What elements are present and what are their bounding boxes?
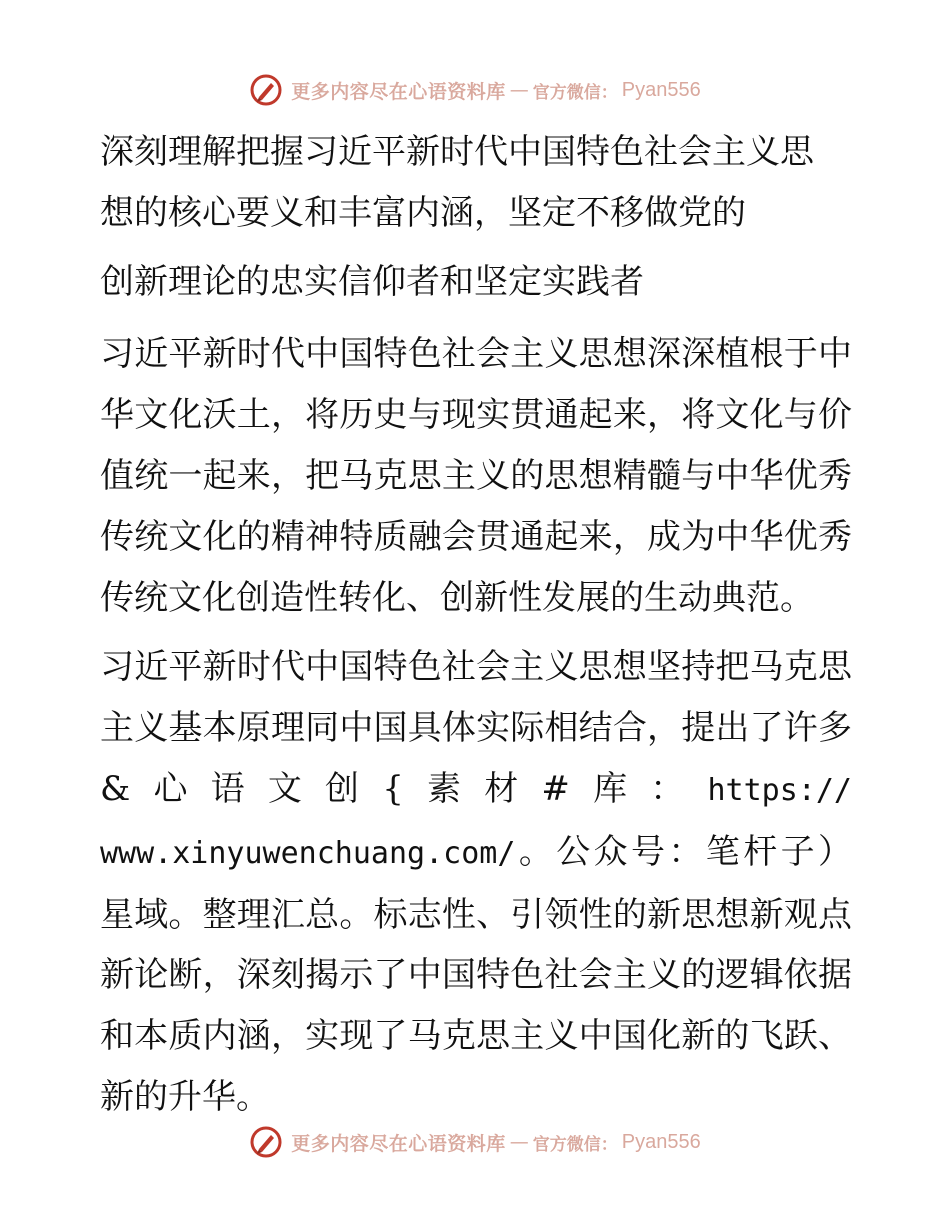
paragraph-2-text-a: 习近平新时代中国特色社会主义思想坚持把马克思主义基本原理同中国具体实际相结合，提出了许多&心语文创{素材#库： bbox=[100, 647, 852, 809]
document-title bbox=[100, 122, 852, 312]
paragraph-2-text-b: 。公众号：笔杆子）星域。整理汇总。标志性、引领性的新思想新观点新论断，深刻揭示了中国特色社会主义的逻辑依据和本质内涵，实现了马克思主义中国化新的飞跃、新的升华。 bbox=[100, 831, 852, 1117]
document-body bbox=[100, 122, 852, 1128]
banner-wechat-label: 官方微信： bbox=[532, 1134, 618, 1155]
pen-logo-icon bbox=[249, 1125, 283, 1159]
banner-dash: — bbox=[509, 79, 529, 101]
banner-wechat-id: Pyan556 bbox=[621, 1130, 701, 1153]
title-line-1: 深刻理解把握习近平新时代中国特色社会主义思 bbox=[100, 132, 814, 172]
banner-wechat-id: Pyan556 bbox=[621, 78, 701, 101]
header-banner bbox=[0, 70, 950, 110]
title-line-3: 创新理论的忠实信仰者和坚定实践者 bbox=[100, 261, 644, 302]
title-line-2: 想的核心要义和丰富内涵，坚定不移做党的 bbox=[100, 192, 746, 233]
paragraph-2-url-part-2: www.xinyuwenchuang.com/ bbox=[100, 835, 516, 871]
paragraph-1: 习近平新时代中国特色社会主义思想深深植根于中华文化沃土，将历史与现实贯通起来，将文化与价值统一起来，把马克思主义的思想精髓与中华优秀传统文化的精神特质融会贯通起来，成为中华优秀传统文化创造性转化、创新性发展的生动典范。 bbox=[100, 334, 852, 618]
paragraph-2 bbox=[100, 637, 852, 1127]
banner-slogan: 更多内容尽在心语资料库 bbox=[291, 1132, 506, 1155]
paragraph-2-url-part-1: https:// bbox=[707, 772, 852, 808]
banner-slogan: 更多内容尽在心语资料库 bbox=[291, 80, 506, 103]
footer-banner bbox=[0, 1122, 950, 1162]
banner-dash: — bbox=[509, 1131, 529, 1153]
banner-wechat-label: 官方微信： bbox=[532, 82, 618, 103]
pen-logo-icon bbox=[249, 73, 283, 107]
